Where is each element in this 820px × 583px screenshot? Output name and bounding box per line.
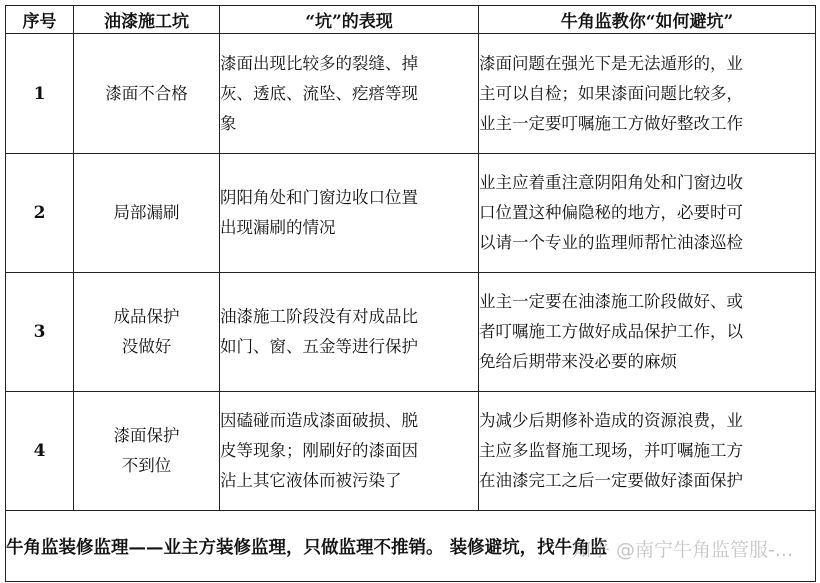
advice-line: 免给后期带来没必要的麻烦 bbox=[479, 352, 677, 371]
pitfall-name bbox=[74, 392, 220, 511]
advice-line: 为减少后期修补造成的资源浪费，业 bbox=[479, 411, 743, 430]
pitfall-line: 没做好 bbox=[121, 337, 172, 356]
pitfall-name: 漆面不合格 bbox=[74, 34, 220, 154]
table-row bbox=[6, 154, 816, 273]
table-row bbox=[6, 34, 816, 154]
pitfall-line: 漆面保护 bbox=[113, 426, 180, 445]
row-number: 1 bbox=[6, 34, 74, 154]
advice-line: 业主一定要叮嘱施工方做好整改工作 bbox=[479, 113, 743, 133]
symptom-line: 油漆施工阶段没有对成品比 bbox=[220, 307, 418, 326]
table-row bbox=[6, 273, 816, 392]
advice-line: 业主一定要在油漆施工阶段做好、或 bbox=[479, 292, 743, 311]
symptom-line: 因磕碰而造成漆面破损、脱 bbox=[220, 411, 418, 430]
advice-line: 以请一个专业的监理师帮忙油漆巡检 bbox=[479, 233, 743, 252]
header-row bbox=[6, 6, 816, 34]
symptom-cell bbox=[220, 273, 479, 392]
symptom-line: 象 bbox=[220, 113, 237, 133]
symptom-line: 出现漏刷的情况 bbox=[220, 218, 336, 237]
row-number: 3 bbox=[6, 273, 74, 392]
construction-pitfalls-table bbox=[5, 5, 816, 582]
advice-line: 漆面问题在强光下是无法遁形的，业 bbox=[479, 53, 743, 73]
symptom-cell bbox=[220, 154, 479, 273]
advice-line: 口位置这种偏隐秘的地方，必要时可 bbox=[479, 203, 743, 222]
advice-line: 主可以自检；如果漆面问题比较多， bbox=[479, 83, 743, 103]
advice-cell bbox=[479, 273, 816, 392]
advice-cell bbox=[479, 34, 816, 154]
watermark: 知乎 @南宁牛角监管服-... bbox=[571, 539, 793, 561]
symptom-line: 如门、窗、五金等进行保护 bbox=[220, 337, 418, 356]
advice-line: 业主应着重注意阴阳角处和门窗边收 bbox=[479, 173, 743, 192]
header-pitfall: 油漆施工坑 bbox=[74, 6, 220, 34]
table-row bbox=[6, 392, 816, 511]
advice-cell bbox=[479, 392, 816, 511]
symptom-line: 漆面出现比较多的裂缝、掉 bbox=[220, 53, 418, 73]
symptom-line: 灰、透底、流坠、疙瘩等现 bbox=[220, 83, 418, 103]
header-no: 序号 bbox=[6, 6, 74, 34]
advice-line: 主应多监督施工现场，并叮嘱施工方 bbox=[479, 441, 743, 460]
row-number: 4 bbox=[6, 392, 74, 511]
pitfall-name: 局部漏刷 bbox=[74, 154, 220, 273]
header-symptom: “坑”的表现 bbox=[220, 6, 479, 34]
advice-cell bbox=[479, 154, 816, 273]
footer-row bbox=[6, 511, 816, 582]
footer-slogan: 牛角监装修监理——业主方装修监理，只做监理不推销。 装修避坑，找牛角监 bbox=[6, 537, 608, 558]
pitfall-line: 成品保护 bbox=[113, 307, 180, 326]
symptom-line: 沾上其它液体而被污染了 bbox=[220, 471, 402, 490]
symptom-cell bbox=[220, 34, 479, 154]
pitfall-line: 不到位 bbox=[121, 456, 172, 475]
advice-line: 者叮嘱施工方做好成品保护工作，以 bbox=[479, 322, 743, 341]
symptom-cell bbox=[220, 392, 479, 511]
advice-line: 在油漆完工之后一定要做好漆面保护 bbox=[479, 471, 743, 490]
symptom-line: 皮等现象；刚刷好的漆面因 bbox=[220, 441, 418, 460]
header-advice: 牛角监教你“如何避坑” bbox=[479, 6, 816, 34]
pitfall-name bbox=[74, 273, 220, 392]
footer-cell bbox=[6, 511, 816, 582]
symptom-line: 阴阳角处和门窗边收口位置 bbox=[220, 188, 418, 207]
row-number: 2 bbox=[6, 154, 74, 273]
